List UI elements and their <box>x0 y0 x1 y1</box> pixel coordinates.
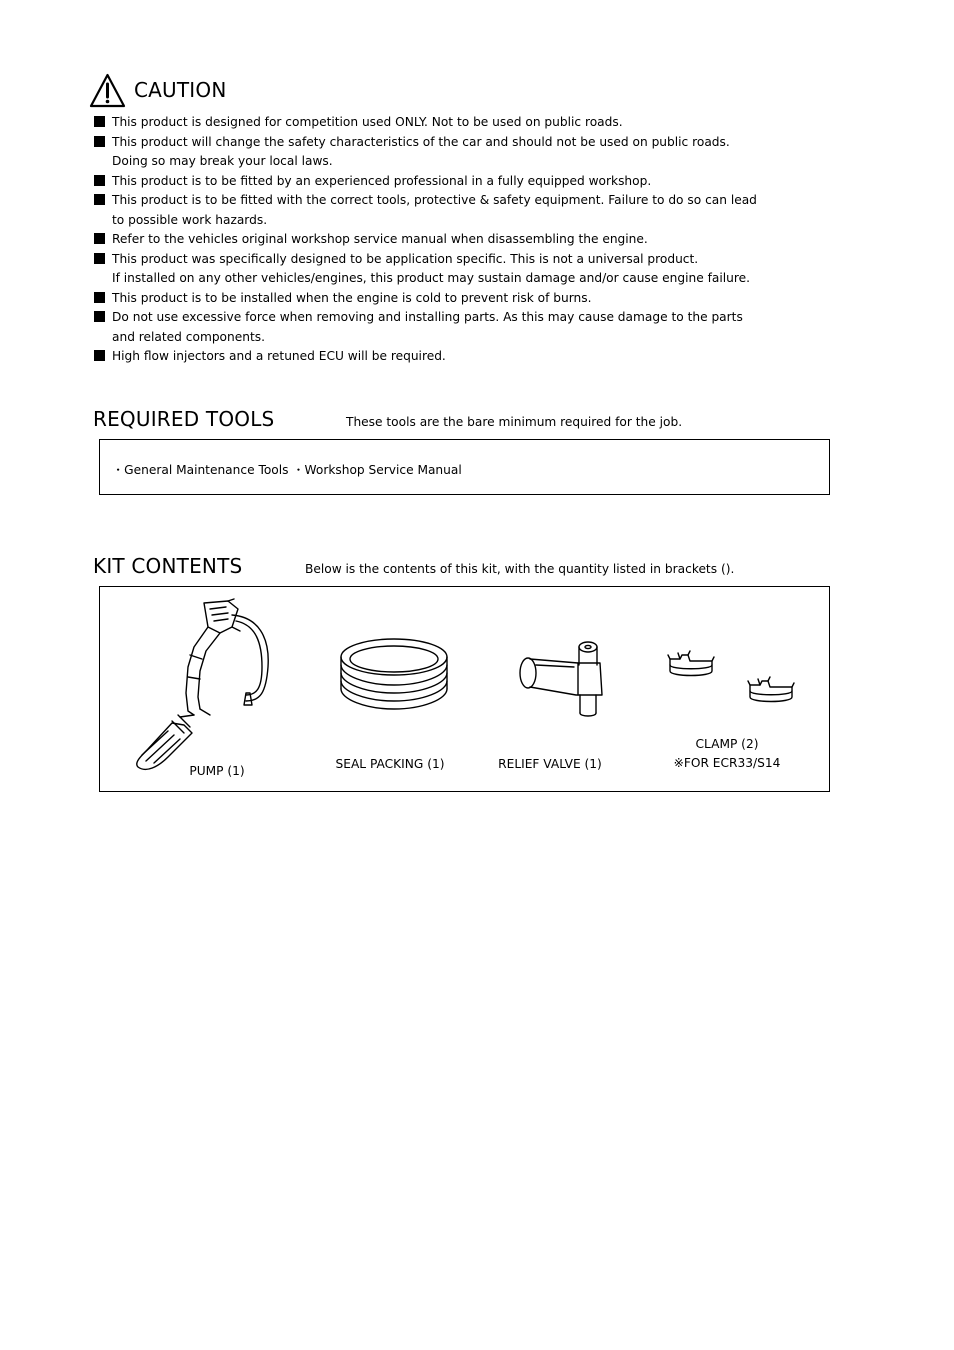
kit-contents-title: KIT CONTENTS <box>93 554 243 578</box>
kit-item-clamp <box>640 587 830 793</box>
caution-item <box>94 347 794 367</box>
bullet-square-icon <box>94 116 105 127</box>
caution-item <box>94 113 794 133</box>
caution-item-text: This product will change the safety characteristics of the car and should not be used on public roads. <box>112 134 730 149</box>
caution-item <box>94 191 794 230</box>
caution-item <box>94 289 794 309</box>
caution-item <box>94 133 794 172</box>
kit-item-label: PUMP (1) <box>189 764 245 778</box>
caution-item <box>94 230 794 250</box>
required-tools-box <box>99 439 830 495</box>
caution-title: CAUTION <box>134 78 227 102</box>
bullet-square-icon <box>94 350 105 361</box>
caution-item-text: High flow injectors and a retuned ECU will be required. <box>112 349 446 363</box>
relief-valve-drawing <box>514 637 614 721</box>
caution-item-text: to possible work hazards. <box>112 212 268 227</box>
caution-item-text: This product was specifically designed to be application specific. This is not a universal product. <box>112 251 699 266</box>
tools-list: ・General Maintenance Tools ・Workshop Service Manual <box>112 463 462 477</box>
caution-item <box>94 250 794 289</box>
caution-header <box>89 70 227 110</box>
caution-list <box>94 113 794 367</box>
caution-item-text: This product is to be fitted by an experienced professional in a fully equipped workshop. <box>112 173 652 188</box>
kit-item-label: CLAMP (2) <box>695 737 759 751</box>
bullet-square-icon <box>94 194 105 205</box>
warning-triangle-icon <box>89 73 126 108</box>
caution-item-text: Doing so may break your local laws. <box>112 154 333 168</box>
caution-item-text: Do not use excessive force when removing and installing parts. As this may cause damage to the parts <box>112 310 743 324</box>
caution-item-text: If installed on any other vehicles/engines, this product may sustain damage and/or cause engine failure. <box>112 271 750 285</box>
bullet-square-icon <box>94 311 105 322</box>
hose-clamp-drawing <box>666 649 796 711</box>
caution-item-text: This product is designed for competition used ONLY. Not to be used on public roads. <box>112 115 623 129</box>
fuel-pump-drawing <box>128 597 278 777</box>
kit-item-relief-valve <box>480 587 640 793</box>
bullet-square-icon <box>94 233 105 244</box>
kit-item-sublabel: ※FOR ECR33/S14 <box>673 756 781 770</box>
kit-item-label: SEAL PACKING (1) <box>335 757 445 771</box>
kit-item-seal-packing <box>300 587 480 793</box>
required-tools-title: REQUIRED TOOLS <box>93 407 275 431</box>
required-tools-note: These tools are the bare minimum required for the job. <box>346 415 683 429</box>
caution-item <box>94 172 794 192</box>
kit-item-pump <box>100 587 300 793</box>
caution-item-text: This product is to be installed when the engine is cold to prevent risk of burns. <box>112 290 592 305</box>
caution-item-text: and related components. <box>112 329 265 344</box>
bullet-square-icon <box>94 175 105 186</box>
kit-item-label: RELIEF VALVE (1) <box>498 757 602 771</box>
bullet-square-icon <box>94 136 105 147</box>
caution-item-text: Refer to the vehicles original workshop service manual when disassembling the engine. <box>112 232 648 246</box>
kit-contents-box <box>99 586 830 792</box>
seal-ring-drawing <box>338 635 450 715</box>
bullet-square-icon <box>94 253 105 264</box>
caution-item-text: This product is to be fitted with the correct tools, protective & safety equipment. Failure to do so can lead <box>112 193 757 207</box>
caution-item <box>94 308 794 347</box>
bullet-square-icon <box>94 292 105 303</box>
kit-contents-note: Below is the contents of this kit, with the quantity listed in brackets (). <box>305 562 735 576</box>
